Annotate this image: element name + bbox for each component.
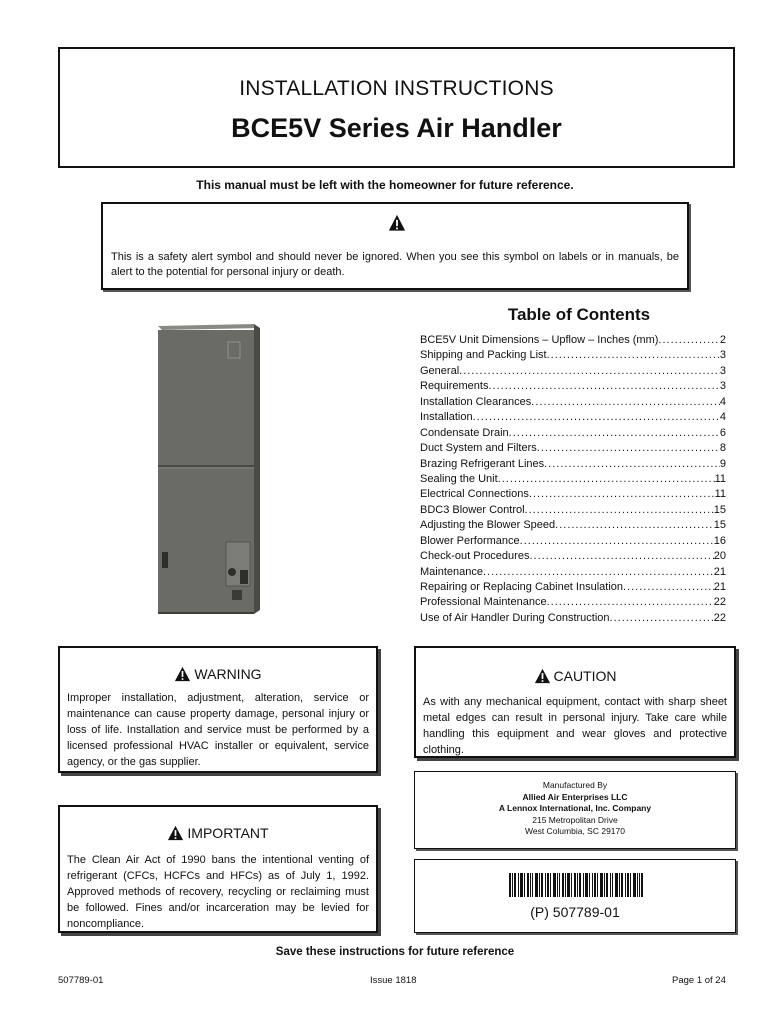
toc-item[interactable]: Shipping and Packing List ..... 3 [420,348,726,363]
toc-item[interactable]: Installation Clearances ..... 4 [420,395,726,410]
toc-item[interactable]: Maintenance ..... 21 [420,565,726,580]
important-text: The Clean Air Act of 1990 bans the intentional venting of refrigerant (CFCs, HCFCs and HFCs) as of July 1, 1992. Approved methods of recovery, recycling or reclaiming must be followed. Fines and/or incarceration may be levied for noncompliance. [67,854,369,930]
warning-triangle-icon [388,214,406,232]
barcode-box [414,859,736,933]
toc-item[interactable]: Condensate Drain ..... 6 [420,426,726,441]
warning-triangle-icon [167,825,184,841]
important-heading [60,825,376,841]
save-instructions-note: Save these instructions for future reference [275,946,515,958]
toc-item[interactable]: General ..... 3 [420,364,726,379]
toc-title: Table of Contents [507,305,651,324]
manufacturer-label: Manufactured By [542,780,608,790]
warning-triangle-icon [174,666,191,682]
toc-item[interactable]: Installation ..... 4 [420,410,726,425]
toc-item[interactable]: Brazing Refrigerant Lines ..... 9 [420,457,726,472]
safety-alert-text: This is a safety alert symbol and should never be ignored. When you see this symbol on labels or in manuals, be alert to the potential for personal injury or death. [111,251,679,278]
warning-title: WARNING [194,666,262,682]
manufacturer-box [414,771,736,849]
manufacturer-parent: A Lennox International, Inc. Company [498,803,652,813]
caution-title: CAUTION [553,668,617,684]
warning-triangle-icon [534,668,551,684]
toc-item[interactable]: Repairing or Replacing Cabinet Insulation ..... 21 [420,580,726,595]
toc-item[interactable]: Professional Maintenance ..... 22 [420,595,726,610]
toc-item[interactable]: BCE5V Unit Dimensions – Upflow – Inches (mm) ..... 2 [420,333,726,348]
caution-heading [416,668,734,684]
document-type: INSTALLATION INSTRUCTIONS [239,77,554,100]
warning-heading [60,666,376,682]
air-handler-image [140,320,260,620]
barcode-icon [509,873,643,897]
toc-item[interactable]: Blower Performance ..... 16 [420,534,726,549]
footer-page-number: Page 1 of 24 [672,975,726,986]
caution-box [414,646,736,758]
product-title: BCE5V Series Air Handler [231,113,562,143]
toc-item[interactable]: Requirements ..... 3 [420,379,726,394]
important-box [58,805,378,933]
toc-item[interactable]: Sealing the Unit ..... 11 [420,472,726,487]
part-number: (P) 507789-01 [530,904,620,920]
toc-item[interactable]: Electrical Connections ..... 11 [420,487,726,502]
caution-text: As with any mechanical equipment, contact with sharp sheet metal edges can result in personal injury. Take care while handling this equipment and wear gloves and protective clothing. [423,696,727,756]
footer-doc-number: 507789-01 [58,975,104,986]
important-title: IMPORTANT [187,825,269,841]
title-box [58,47,735,168]
manufacturer-company: Allied Air Enterprises LLC [522,791,628,802]
warning-box [58,646,378,773]
manufacturer-street: 215 Metropolitan Drive [532,814,618,825]
toc-item[interactable]: Adjusting the Blower Speed ..... 15 [420,518,726,533]
toc-item[interactable]: Duct System and Filters ..... 8 [420,441,726,456]
warning-text: Improper installation, adjustment, alteration, service or maintenance can cause property damage, personal injury or loss of life. Installation and service must be performed by a licensed professional HVAC installer or equivalent, service agency, or the gas supplier. [67,692,369,768]
toc-item[interactable]: BDC3 Blower Control ..... 15 [420,503,726,518]
toc-item[interactable]: Check-out Procedures ..... 20 [420,549,726,564]
footer-issue: Issue 1818 [370,975,417,986]
safety-alert-box [101,202,689,290]
manufacturer-city: West Columbia, SC 29170 [524,826,625,836]
table-of-contents [420,333,726,626]
homeowner-note: This manual must be left with the homeowner for future reference. [196,178,574,192]
toc-item[interactable]: Use of Air Handler During Construction ..... 22 [420,611,726,626]
